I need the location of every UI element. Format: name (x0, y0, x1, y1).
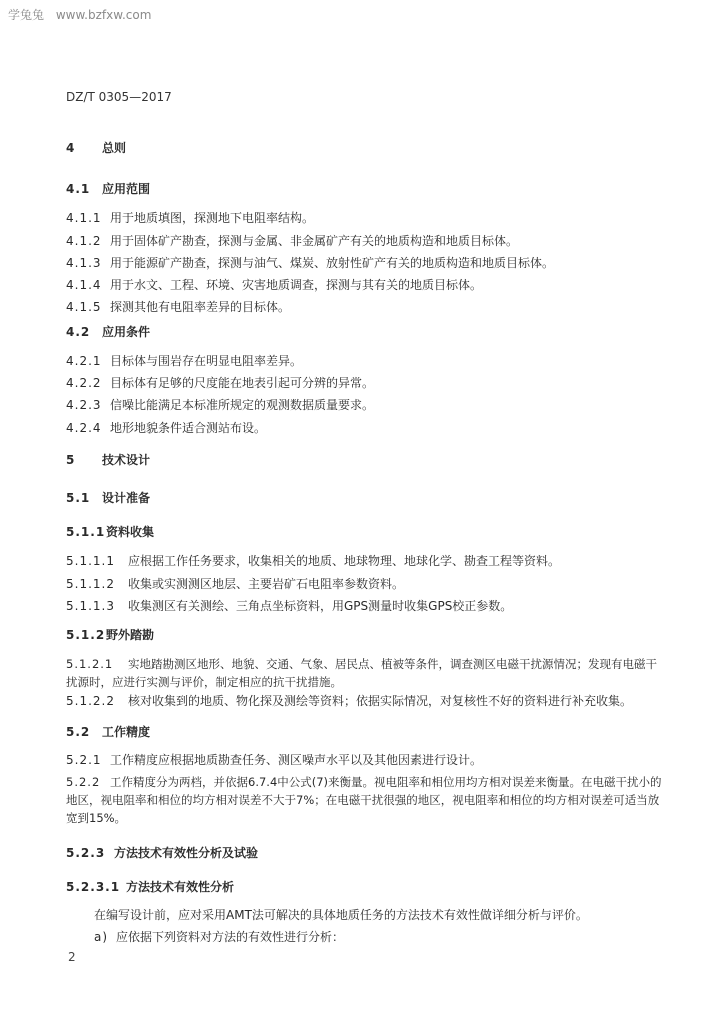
section-number: 5.1.1 (66, 525, 106, 539)
section-title: 方法技术有效性分析 (126, 880, 235, 894)
section-number: 5.2 (66, 725, 91, 739)
clause-4-1-4: 4.1.4 用于水文、工程、环境、灾害地质调查，探测与其有关的地质目标体。 (66, 278, 483, 292)
clause-5-1-1-3: 5.1.1.3 收集测区有关测绘、三角点坐标资料，用GPS测量时收集GPS校正参数。 (66, 599, 513, 613)
section-number: 5.2.3 (66, 846, 106, 860)
section-4-1-heading (66, 181, 150, 197)
clause-5-2-2: 5.2.2 工作精度分为两档，并依据6.7.4中公式(7)来衡量。视电阻率和相位用均方相对误差来衡量。在电磁干扰小的地区，视电阻率和相位的均方相对误差不大于7%；在电磁干扰很强的地区，视电阻率和相位的均方相对误差可适当放宽到15%。 (66, 775, 662, 825)
section-title: 设计准备 (102, 491, 151, 505)
watermark-url: www.bzfxw.com (55, 8, 152, 22)
section-title: 总则 (102, 141, 127, 155)
doc-id: DZ/T 0305—2017 (66, 90, 172, 104)
section-title: 应用范围 (102, 182, 151, 196)
section-4-2-heading (66, 324, 150, 340)
paragraph-method-analysis: 在编写设计前，应对采用AMT法可解决的具体地质任务的方法技术有效性做详细分析与评价。 (94, 908, 588, 922)
section-title: 技术设计 (102, 453, 151, 467)
clause-5-1-2-2: 5.1.2.2 核对收集到的地质、物化探及测绘等资料；依据实际情况，对复核性不好的资料进行补充收集。 (66, 694, 633, 708)
section-title: 方法技术有效性分析及试验 (114, 846, 259, 860)
section-number: 4 (66, 141, 76, 155)
clause-4-2-2: 4.2.2 目标体有足够的尺度能在地表引起可分辨的异常。 (66, 376, 375, 390)
section-title: 野外踏勘 (106, 628, 155, 642)
section-5-2-3-heading (66, 845, 258, 861)
section-4-heading (66, 140, 126, 156)
section-number: 5.2.3.1 (66, 880, 121, 894)
clause-4-2-1: 4.2.1 目标体与围岩存在明显电阻率差异。 (66, 354, 303, 368)
watermark-site: 学兔兔 (8, 8, 45, 22)
section-number: 5.1 (66, 491, 91, 505)
clause-5-2-1: 5.2.1 工作精度应根据地质勘查任务、测区噪声水平以及其他因素进行设计。 (66, 753, 483, 767)
page-number: 2 (68, 950, 76, 964)
section-5-1-heading (66, 490, 150, 506)
clause-4-1-1: 4.1.1 用于地质填图，探测地下电阻率结构。 (66, 211, 315, 225)
section-title: 资料收集 (106, 525, 155, 539)
clause-5-1-1-2: 5.1.1.2 收集或实测测区地层、主要岩矿石电阻率参数资料。 (66, 577, 405, 591)
clause-4-1-5: 4.1.5 探测其他有电阻率差异的目标体。 (66, 300, 291, 314)
section-number: 5.1.2 (66, 628, 106, 642)
clause-5-1-1-1: 5.1.1.1 应根据工作任务要求，收集相关的地质、地球物理、地球化学、勘查工程等资料。 (66, 554, 561, 568)
section-5-2-3-1-heading (66, 879, 234, 895)
section-title: 应用条件 (102, 325, 151, 339)
section-5-1-1-heading (66, 524, 154, 540)
watermark (8, 6, 151, 23)
clause-4-2-3: 4.2.3 信噪比能满足本标准所规定的观测数据质量要求。 (66, 398, 375, 412)
section-5-1-2-heading (66, 627, 154, 643)
clause-5-1-2-1: 5.1.2.1 实地踏勘测区地形、地貌、交通、气象、居民点、植被等条件，调查测区电磁干扰源情况；发现有电磁干扰源时，应进行实测与评价，制定相应的抗干扰措施。 (66, 657, 657, 689)
clause-4-1-3: 4.1.3 用于能源矿产勘查，探测与油气、煤炭、放射性矿产有关的地质构造和地质目标体。 (66, 256, 555, 270)
clause-4-2-4: 4.2.4 地形地貌条件适合测站布设。 (66, 421, 267, 435)
clause-4-1-2: 4.1.2 用于固体矿产勘查，探测与金属、非金属矿产有关的地质构造和地质目标体。 (66, 234, 519, 248)
section-number: 4.2 (66, 325, 91, 339)
section-number: 5 (66, 453, 76, 467)
section-number: 4.1 (66, 182, 91, 196)
section-5-heading (66, 452, 150, 468)
list-item-a: a) 应依据下列资料对方法的有效性进行分析： (94, 930, 345, 944)
section-5-2-heading (66, 724, 150, 740)
section-title: 工作精度 (102, 725, 151, 739)
